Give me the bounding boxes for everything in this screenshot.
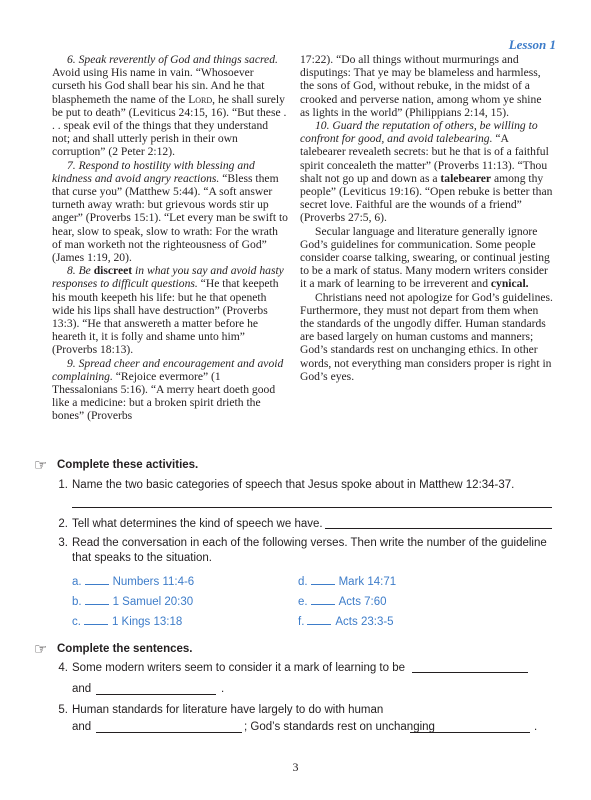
answer-line-5b[interactable] (410, 721, 530, 733)
guideline-10: 10. Guard the reputation of others, be willing to confront for good, and avoid talebearing. “A talebearer revealeth secrets: but he that is of a faithful spirit concealeth the matter” (Proverbs 11:13). “Thou shalt not go up and down as a talebearer among thy people” (Leviticus 19:16). “Open rebuke is better than secret love. Faithful are the wounds of a friend” (Proverbs 27:5, 6). (300, 119, 553, 225)
answer-line-f[interactable] (307, 614, 331, 625)
guideline-9-head: 9. Spread cheer and encouragement and avoid complaining. (52, 356, 284, 383)
guideline-9: 9. Spread cheer and encouragement and avoid complaining. “Rejoice evermore” (1 Thessalonians 5:16). “A merry heart doeth good like a medicine: but a broken spirit drieth the bones” (Proverbs (52, 356, 284, 423)
ref-b: b. 1 Samuel 20:30 (72, 596, 194, 608)
answer-line-5a[interactable] (96, 721, 242, 733)
ref-c: c. 1 Kings 13:18 (72, 616, 183, 628)
guideline-10-head: 10. Guard the reputation of others, be willing to confront for good, and avoid talebearing. (300, 119, 538, 146)
ref-e: e. Acts 7:60 (298, 596, 387, 608)
answer-line-e[interactable] (311, 594, 335, 605)
answer-line-d[interactable] (311, 574, 335, 585)
answer-line-1[interactable] (72, 496, 552, 508)
lesson-label: Lesson 1 (508, 37, 556, 52)
ref-f: f. Acts 23:3-5 (298, 616, 394, 628)
sentences-heading: ☞ Complete the sentences. (34, 641, 193, 658)
left-column (52, 53, 288, 423)
ref-d: d. Mark 14:71 (298, 576, 397, 588)
guideline-9-continued: 17:22). “Do all things without murmurings and disputings: That ye may be blameless and harmless, the sons of God, without rebuke, in the midst of a crooked and perverse nation, among whom ye shine as lights in the world” (Philippians 2:14, 15). (300, 53, 542, 119)
answer-line-b[interactable] (85, 594, 109, 605)
guideline-7: 7. Respond to hostility with blessing and kindness and avoid angry reactions. “Bless them that curse you” (Matthew 5:44). “A soft answer turneth away wrath: but grievous words stir up anger” (Proverbs 15:1). “Let every man be swift to hear, slow to speak, slow to wrath: For the wrath of man worketh not the righteousness of God” (James 1:19, 20). (52, 158, 288, 265)
vocab-talebearer: talebearer (440, 171, 492, 185)
guideline-6: 6. Speak reverently of God and things sacred. Avoid using His name in vain. “Whosoever curseth his God shall bear his sin. And he that blasphemeth the name of the Lord, he shall surely be put to death” (Leviticus 24:15, 16). “But these . . . speak evil of the things that they understand not; and shall utterly perish in their own corruption” (2 Peter 2:12). (52, 53, 287, 159)
pointing-hand-icon: ☞ (34, 457, 48, 474)
paragraph-christians: Christians need not apologize for God’s guidelines. Furthermore, they must not depart from them when the standards of the ungodly differ. Human standards are based largely on human customs and manners; God’s standards rest on unchanging ethics. In other words, not everything man considers proper is right in God’s eyes. (300, 290, 553, 383)
paragraph-secular: Secular language and literature generally ignore God’s guidelines for communication. Some people consider coarse talking, swearing, or continual jesting to be a mark of status. Many modern writers consider it a mark of learning to be irreverent and cynical. (300, 224, 550, 291)
page-number: 3 (292, 760, 299, 774)
right-column (300, 53, 554, 383)
answer-line-4b[interactable] (96, 683, 216, 695)
answer-line-4a[interactable] (412, 661, 528, 673)
answer-line-c[interactable] (84, 614, 108, 625)
vocab-discreet: discreet (93, 264, 133, 278)
activities-heading: ☞ Complete these activities. (34, 457, 199, 474)
guideline-8: 8. Be discreet in what you say and avoid hasty responses to difficult questions. “He that keepeth his mouth keepeth his life: but he that openeth wide his lips shall have destruction” (Proverbs 13:3). “He that answereth a matter before he heareth it, it is folly and shame unto him” (Proverbs 18:13). (52, 264, 284, 357)
pointing-hand-icon: ☞ (34, 641, 48, 658)
ref-a: a. Numbers 11:4-6 (72, 576, 195, 588)
vocab-cynical: cynical. (490, 277, 529, 291)
answer-line-2[interactable] (325, 517, 552, 529)
guideline-7-head: 7. Respond to hostility with blessing and kindness and avoid angry reactions. (52, 158, 255, 185)
answer-line-a[interactable] (85, 574, 109, 585)
guideline-6-head: 6. Speak reverently of God and things sacred. (67, 53, 278, 66)
